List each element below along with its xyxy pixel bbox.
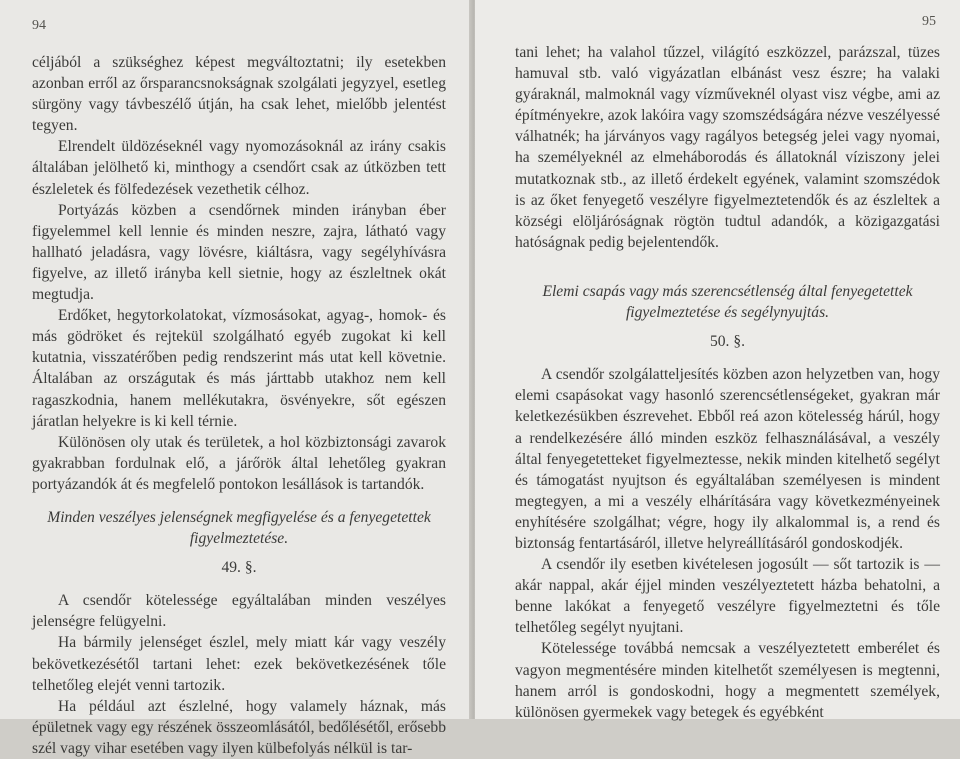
paragraph: tani lehet; ha valahol tűzzel, világító eszközzel, parázszal, tüzes hamuval stb. való vigyázatlan elbánást vesz észre; ha valaki gyáraknál, malmoknál vagy vízműveknél olyast visz végbe, ami az építményekre, azok lakóira vagy szomszédságára nézve veszélyessé válhatnék; ha járványos vagy ragályos betegség jelei vagy nyomai, ha személyeknél az elmeháborodás és állatoknál víziszony jelei mutatkoznak stb., az illető érdekelt egyének, valamint szomszédok is az őket fenyegető veszélyre figyelmeztetendők és az észleltek a községi elöljáróságnak rögtön tudtul adandók, a közigazgatási hatóságnak pedig bejelentendők. (515, 44, 940, 251)
paragraph: A csendőr szolgálatteljesítés közben azon helyzetben van, hogy elemi csapásokat vagy hasonló szerencsétlenségeket, gyakran már keletkezésükben észrevehet. Ebből reá azon kötelesség hárúl, hogy a rendelkezésére álló minden eszköz felhasználásával, a veszély által fenyegetetteket figyelmeztesse, nekik minden kitelhető segélyt és támogatást nyujtson és egyáltalában személyesen is mindent megtegyen, a mi a veszély elhárítására vagy következményeinek enyhítésére szolgálhat; végre, hogy ily alkalommal is, a rend és biztonság fentartásáról, illetve helyreállításáról gondoskodjék. (515, 366, 940, 552)
page-number: 95 (922, 14, 936, 29)
paragraph: Erdőket, hegytorkolatokat, vízmosásokat, agyag-, homok- és más gödröket és rejtekül szolgálható egyéb zugokat ki kell kutatnia, visszatérőben pedig rendszerint más utat kell követnie. Általában az országutak és más járttabb utakhoz nem kell ragaszkodnia, hanem mellékutakra, ösvényekre, sőt egészen járatlan helyekre is ki kell térnie. (32, 307, 446, 430)
section-heading: Elemi csapás vagy más szerencsétlenség által fenyegetettek figyelmeztetése és segélynyujtás. (542, 282, 913, 322)
page-number: 94 (32, 18, 46, 33)
section-heading: Minden veszélyes jelenségnek megfigyelése és a fenyegetettek figyelmeztetése. (47, 508, 431, 548)
paragraph: A csendőr ily esetben kivételesen jogosúlt — sőt tartozik is — akár nappal, akár éjjel minden veszélyeztetett házba behatolni, a benne lakókat a fenyegető veszélyre figyelmeztetni és tőle telhetőleg segélyt nyujtani. (515, 556, 940, 637)
section-number: 49. §. (221, 559, 257, 577)
paragraph: Ha bármily jelenséget észlel, mely miatt kár vagy veszély bekövetkezésétől tartani lehet: ezek bekövetkezésének tőle telhetőleg elejét venni tartozik. (32, 634, 446, 694)
paragraph: céljából a szükséghez képest megváltoztatni; ily esetekben azonban erről az őrsparancsnokságnak szolgálati jegyzyel, esetleg sürgöny vagy távbeszélő útján, ha csak lehet, mielőbb jelentést tegyen. (32, 54, 446, 135)
paragraph: Ha például azt észlelné, hogy valamely háznak, más épületnek vagy egy részének összeomlásától, bedőlésétől, erősebb szél vagy vihar esetében vagy ilyen külbefolyás nélkül is tar- (32, 697, 446, 757)
paragraph: Kötelessége továbbá nemcsak a veszélyeztetett emberélet és vagyon megmentésére minden kitelhetőt személyesen is megtenni, hanem arról is gondoskodni, hogy a megmentett személyek, különösen gyermekek vagy betegek és egyébként (515, 640, 940, 721)
left-page (0, 0, 472, 757)
right-page-body (515, 42, 940, 723)
paragraph: Portyázás közben a csendőrnek minden irányban éber figyelemmel kell lennie és minden neszre, zajra, látható vagy hallható jeladásra, vagy lövésre, kiáltásra, vagy segélyhívásra figyelve, az illető irányba kell sietnie, hogy az észleltnek okát megtudja. (32, 201, 446, 304)
paragraph: Különösen oly utak és területek, a hol közbiztonsági zavarok gyakrabban fordulnak elő, a járőrök által lehetőleg gyakran portyázandók át és megfelelő pontokon lesállások is tartandók. (32, 433, 446, 493)
right-page (475, 0, 960, 719)
paragraph: A csendőr kötelessége egyáltalában minden veszélyes jelenségre felügyelni. (32, 592, 446, 631)
section-number: 50. §. (709, 333, 746, 351)
paragraph: Elrendelt üldözéseknél vagy nyomozásoknál az irány csakis általában jelölhető ki, minthogy a csendőrt csak az útközben tett észleletek és fölfedezések vezethetik célhoz. (32, 138, 446, 198)
left-page-body (32, 52, 446, 759)
